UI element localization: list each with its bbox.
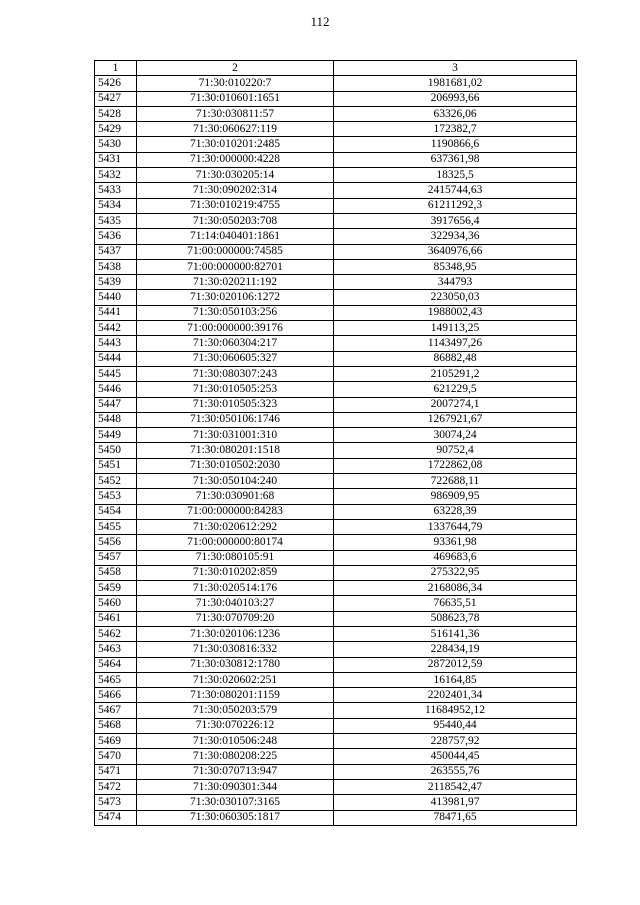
cadastral-number-cell: 71:30:070713:947 <box>137 764 334 779</box>
row-number-cell: 5451 <box>95 458 137 473</box>
row-number-cell: 5445 <box>95 366 137 381</box>
table-body <box>95 76 577 826</box>
value-cell: 11684952,12 <box>334 703 577 718</box>
table-row <box>95 519 577 534</box>
value-cell: 637361,98 <box>334 152 577 167</box>
table-row <box>95 474 577 489</box>
row-number-cell: 5444 <box>95 351 137 366</box>
row-number-cell: 5433 <box>95 183 137 198</box>
cadastral-number-cell: 71:00:000000:80174 <box>137 535 334 550</box>
value-cell: 85348,95 <box>334 259 577 274</box>
row-number-cell: 5474 <box>95 810 137 825</box>
table-row <box>95 412 577 427</box>
value-cell: 450044,45 <box>334 749 577 764</box>
value-cell: 2872012,59 <box>334 657 577 672</box>
row-number-cell: 5443 <box>95 336 137 351</box>
table-row <box>95 810 577 825</box>
value-cell: 469683,6 <box>334 550 577 565</box>
value-cell: 223050,03 <box>334 290 577 305</box>
table-row <box>95 275 577 290</box>
cadastral-number-cell: 71:30:030812:1780 <box>137 657 334 672</box>
cadastral-number-cell: 71:30:070709:20 <box>137 611 334 626</box>
row-number-cell: 5435 <box>95 213 137 228</box>
value-cell: 508623,78 <box>334 611 577 626</box>
table-row <box>95 703 577 718</box>
table-row <box>95 626 577 641</box>
value-cell: 2415744,63 <box>334 183 577 198</box>
cadastral-number-cell: 71:30:050106:1746 <box>137 412 334 427</box>
table-row <box>95 305 577 320</box>
table-row <box>95 382 577 397</box>
cadastral-number-cell: 71:30:030816:332 <box>137 642 334 657</box>
value-cell: 228757,92 <box>334 734 577 749</box>
table-row <box>95 259 577 274</box>
cadastral-number-cell: 71:30:020602:251 <box>137 672 334 687</box>
row-number-cell: 5440 <box>95 290 137 305</box>
row-number-cell: 5461 <box>95 611 137 626</box>
row-number-cell: 5452 <box>95 474 137 489</box>
table-header <box>95 61 577 76</box>
cadastral-number-cell: 71:30:010506:248 <box>137 734 334 749</box>
table-row <box>95 198 577 213</box>
row-number-cell: 5456 <box>95 535 137 550</box>
cadastral-number-cell: 71:30:060627:119 <box>137 122 334 137</box>
value-cell: 413981,97 <box>334 795 577 810</box>
row-number-cell: 5472 <box>95 779 137 794</box>
row-number-cell: 5465 <box>95 672 137 687</box>
table-row <box>95 443 577 458</box>
value-cell: 2007274,1 <box>334 397 577 412</box>
cadastral-number-cell: 71:30:010202:859 <box>137 565 334 580</box>
value-cell: 206993,66 <box>334 91 577 106</box>
row-number-cell: 5462 <box>95 626 137 641</box>
value-cell: 1988002,43 <box>334 305 577 320</box>
cadastral-number-cell: 71:30:000000:4228 <box>137 152 334 167</box>
table-row <box>95 152 577 167</box>
table-row <box>95 244 577 259</box>
cadastral-number-cell: 71:00:000000:74585 <box>137 244 334 259</box>
cadastral-number-cell: 71:30:020514:176 <box>137 581 334 596</box>
row-number-cell: 5446 <box>95 382 137 397</box>
row-number-cell: 5453 <box>95 489 137 504</box>
table-row <box>95 366 577 381</box>
cadastral-number-cell: 71:30:031001:310 <box>137 428 334 443</box>
value-cell: 61211292,3 <box>334 198 577 213</box>
cadastral-number-cell: 71:00:000000:84283 <box>137 504 334 519</box>
table-row <box>95 581 577 596</box>
value-cell: 1337644,79 <box>334 519 577 534</box>
cadastral-number-cell: 71:30:020106:1236 <box>137 626 334 641</box>
table-row <box>95 290 577 305</box>
table-row <box>95 213 577 228</box>
value-cell: 149113,25 <box>334 321 577 336</box>
row-number-cell: 5431 <box>95 152 137 167</box>
cadastral-number-cell: 71:30:010219:4755 <box>137 198 334 213</box>
cadastral-number-cell: 71:30:020612:292 <box>137 519 334 534</box>
row-number-cell: 5428 <box>95 106 137 121</box>
table-row <box>95 458 577 473</box>
cadastral-number-cell: 71:30:060605:327 <box>137 351 334 366</box>
table-row <box>95 657 577 672</box>
value-cell: 1143497,26 <box>334 336 577 351</box>
header-col-2: 2 <box>137 61 334 76</box>
table-row <box>95 106 577 121</box>
cadastral-number-cell: 71:00:000000:82701 <box>137 259 334 274</box>
row-number-cell: 5455 <box>95 519 137 534</box>
value-cell: 78471,65 <box>334 810 577 825</box>
value-cell: 95440,44 <box>334 718 577 733</box>
cadastral-number-cell: 71:30:090202:314 <box>137 183 334 198</box>
value-cell: 76635,51 <box>334 596 577 611</box>
row-number-cell: 5438 <box>95 259 137 274</box>
value-cell: 275322,95 <box>334 565 577 580</box>
row-number-cell: 5430 <box>95 137 137 152</box>
table-row <box>95 183 577 198</box>
table-row <box>95 611 577 626</box>
table-row <box>95 91 577 106</box>
header-col-1: 1 <box>95 61 137 76</box>
row-number-cell: 5470 <box>95 749 137 764</box>
row-number-cell: 5429 <box>95 122 137 137</box>
row-number-cell: 5460 <box>95 596 137 611</box>
row-number-cell: 5437 <box>95 244 137 259</box>
row-number-cell: 5427 <box>95 91 137 106</box>
value-cell: 322934,36 <box>334 229 577 244</box>
table-row <box>95 428 577 443</box>
table-row <box>95 565 577 580</box>
cadastral-number-cell: 71:30:060304:217 <box>137 336 334 351</box>
row-number-cell: 5450 <box>95 443 137 458</box>
data-table <box>94 60 577 826</box>
value-cell: 172382,7 <box>334 122 577 137</box>
row-number-cell: 5434 <box>95 198 137 213</box>
table-row <box>95 504 577 519</box>
cadastral-number-cell: 71:30:010505:323 <box>137 397 334 412</box>
row-number-cell: 5432 <box>95 168 137 183</box>
cadastral-number-cell: 71:00:000000:39176 <box>137 321 334 336</box>
value-cell: 18325,5 <box>334 168 577 183</box>
cadastral-number-cell: 71:30:060305:1817 <box>137 810 334 825</box>
table-row <box>95 718 577 733</box>
cadastral-number-cell: 71:30:080105:91 <box>137 550 334 565</box>
cadastral-number-cell: 71:30:050103:256 <box>137 305 334 320</box>
cadastral-number-cell: 71:30:050104:240 <box>137 474 334 489</box>
value-cell: 344793 <box>334 275 577 290</box>
row-number-cell: 5469 <box>95 734 137 749</box>
table-row <box>95 321 577 336</box>
row-number-cell: 5441 <box>95 305 137 320</box>
row-number-cell: 5467 <box>95 703 137 718</box>
row-number-cell: 5439 <box>95 275 137 290</box>
row-number-cell: 5466 <box>95 688 137 703</box>
cadastral-number-cell: 71:30:040103:27 <box>137 596 334 611</box>
row-number-cell: 5426 <box>95 76 137 91</box>
value-cell: 2118542,47 <box>334 779 577 794</box>
row-number-cell: 5471 <box>95 764 137 779</box>
value-cell: 2168086,34 <box>334 581 577 596</box>
value-cell: 263555,76 <box>334 764 577 779</box>
row-number-cell: 5449 <box>95 428 137 443</box>
table-row <box>95 122 577 137</box>
table-row <box>95 76 577 91</box>
value-cell: 90752,4 <box>334 443 577 458</box>
value-cell: 3640976,66 <box>334 244 577 259</box>
row-number-cell: 5457 <box>95 550 137 565</box>
cadastral-number-cell: 71:30:010220:7 <box>137 76 334 91</box>
value-cell: 2105291,2 <box>334 366 577 381</box>
cadastral-number-cell: 71:30:030205:14 <box>137 168 334 183</box>
row-number-cell: 5464 <box>95 657 137 672</box>
cadastral-number-cell: 71:30:020106:1272 <box>137 290 334 305</box>
row-number-cell: 5442 <box>95 321 137 336</box>
table-row <box>95 397 577 412</box>
table-row <box>95 764 577 779</box>
table-row <box>95 672 577 687</box>
value-cell: 1981681,02 <box>334 76 577 91</box>
value-cell: 621229,5 <box>334 382 577 397</box>
value-cell: 63326,06 <box>334 106 577 121</box>
value-cell: 3917656,4 <box>334 213 577 228</box>
header-row <box>95 61 577 76</box>
cadastral-number-cell: 71:30:030901:68 <box>137 489 334 504</box>
table-row <box>95 779 577 794</box>
table-row <box>95 596 577 611</box>
row-number-cell: 5468 <box>95 718 137 733</box>
value-cell: 16164,85 <box>334 672 577 687</box>
row-number-cell: 5448 <box>95 412 137 427</box>
page-number: 112 <box>310 14 330 29</box>
cadastral-number-cell: 71:30:010505:253 <box>137 382 334 397</box>
cadastral-number-cell: 71:30:070226:12 <box>137 718 334 733</box>
value-cell: 722688,11 <box>334 474 577 489</box>
cadastral-number-cell: 71:30:030107:3165 <box>137 795 334 810</box>
cadastral-number-cell: 71:30:080201:1518 <box>137 443 334 458</box>
table-row <box>95 688 577 703</box>
value-cell: 986909,95 <box>334 489 577 504</box>
value-cell: 86882,48 <box>334 351 577 366</box>
table-row <box>95 137 577 152</box>
table-row <box>95 749 577 764</box>
value-cell: 2202401,34 <box>334 688 577 703</box>
row-number-cell: 5447 <box>95 397 137 412</box>
table-row <box>95 550 577 565</box>
cadastral-number-cell: 71:30:080208:225 <box>137 749 334 764</box>
row-number-cell: 5459 <box>95 581 137 596</box>
cadastral-number-cell: 71:30:010601:1651 <box>137 91 334 106</box>
table-row <box>95 168 577 183</box>
cadastral-number-cell: 71:30:010502:2030 <box>137 458 334 473</box>
table-row <box>95 642 577 657</box>
row-number-cell: 5436 <box>95 229 137 244</box>
value-cell: 63228,39 <box>334 504 577 519</box>
cadastral-number-cell: 71:14:040401:1861 <box>137 229 334 244</box>
table-row <box>95 336 577 351</box>
cadastral-number-cell: 71:30:050203:708 <box>137 213 334 228</box>
row-number-cell: 5454 <box>95 504 137 519</box>
row-number-cell: 5473 <box>95 795 137 810</box>
cadastral-number-cell: 71:30:080307:243 <box>137 366 334 381</box>
row-number-cell: 5463 <box>95 642 137 657</box>
cadastral-number-cell: 71:30:090301:344 <box>137 779 334 794</box>
value-cell: 93361,98 <box>334 535 577 550</box>
row-number-cell: 5458 <box>95 565 137 580</box>
table-row <box>95 229 577 244</box>
value-cell: 30074,24 <box>334 428 577 443</box>
cadastral-number-cell: 71:30:010201:2485 <box>137 137 334 152</box>
table-row <box>95 535 577 550</box>
cadastral-number-cell: 71:30:050203:579 <box>137 703 334 718</box>
value-cell: 516141,36 <box>334 626 577 641</box>
header-col-3: 3 <box>334 61 577 76</box>
table-row <box>95 734 577 749</box>
value-cell: 228434,19 <box>334 642 577 657</box>
value-cell: 1190866,6 <box>334 137 577 152</box>
cadastral-number-cell: 71:30:020211:192 <box>137 275 334 290</box>
value-cell: 1267921,67 <box>334 412 577 427</box>
table-row <box>95 489 577 504</box>
cadastral-number-cell: 71:30:030811:57 <box>137 106 334 121</box>
cadastral-number-cell: 71:30:080201:1159 <box>137 688 334 703</box>
value-cell: 1722862,08 <box>334 458 577 473</box>
table-row <box>95 795 577 810</box>
table-row <box>95 351 577 366</box>
